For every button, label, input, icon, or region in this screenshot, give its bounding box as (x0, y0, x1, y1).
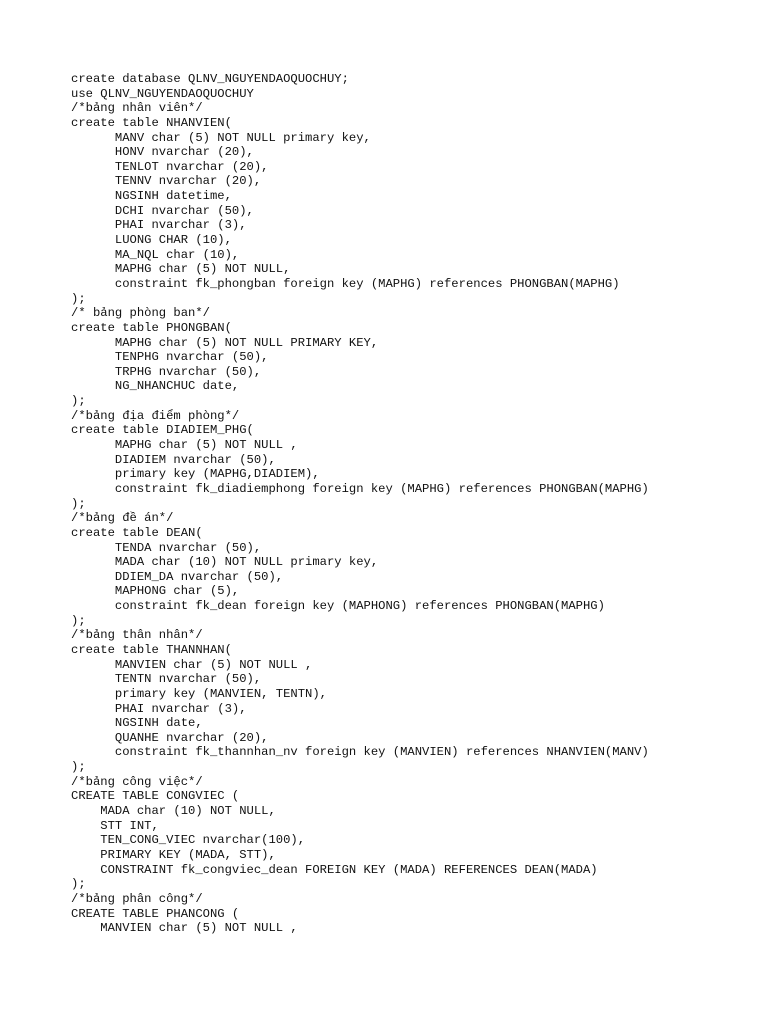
code-line: create table DEAN( (71, 525, 203, 540)
code-line: MADA char (10) NOT NULL, (71, 804, 276, 819)
code-line: QUANHE nvarchar (20), (71, 730, 269, 745)
code-line: ); (71, 291, 86, 306)
code-line: TENLOT nvarchar (20), (71, 159, 269, 174)
code-line: ); (71, 877, 86, 892)
code-line: constraint fk_dean foreign key (MAPHONG) references PHONGBAN(MAPHG) (71, 599, 605, 614)
code-line: TEN_CONG_VIEC nvarchar(100), (71, 833, 306, 848)
code-line: /* bảng phòng ban*/ (71, 306, 210, 321)
code-line: HONV nvarchar (20), (71, 145, 254, 160)
code-line: /*bảng nhân viên*/ (71, 101, 203, 116)
code-line: MAPHG char (5) NOT NULL, (71, 262, 291, 277)
code-line: STT INT, (71, 818, 159, 833)
code-line: ); (71, 496, 86, 511)
code-line: /*bảng phân công*/ (71, 891, 203, 906)
code-line: constraint fk_thannhan_nv foreign key (MANVIEN) references NHANVIEN(MANV) (71, 745, 649, 760)
code-line: create database QLNV_NGUYENDAOQUOCHUY; (71, 72, 349, 86)
code-line: CREATE TABLE PHANCONG ( (71, 906, 240, 921)
code-line: ); (71, 760, 86, 775)
code-line: constraint fk_phongban foreign key (MAPHG) references PHONGBAN(MAPHG) (71, 276, 620, 291)
code-line: TENTN nvarchar (50), (71, 672, 262, 687)
code-line: TENDA nvarchar (50), (71, 540, 262, 555)
code-line: primary key (MAPHG,DIADIEM), (71, 467, 320, 482)
code-line: primary key (MANVIEN, TENTN), (71, 686, 327, 701)
code-line: DCHI nvarchar (50), (71, 203, 254, 218)
code-line: /*bảng đề án*/ (71, 511, 174, 526)
code-line: TRPHG nvarchar (50), (71, 364, 262, 379)
code-line: CONSTRAINT fk_congviec_dean FOREIGN KEY (MADA) REFERENCES DEAN(MADA) (71, 862, 598, 877)
sql-code-block (71, 72, 649, 936)
code-line: /*bảng địa điểm phòng*/ (71, 408, 240, 423)
code-line: create table THANNHAN( (71, 642, 232, 657)
code-line: TENNV nvarchar (20), (71, 174, 262, 189)
code-line: PHAI nvarchar (3), (71, 218, 247, 233)
code-line: LUONG CHAR (10), (71, 233, 232, 248)
code-line: /*bảng công việc*/ (71, 774, 203, 789)
code-line: NGSINH datetime, (71, 189, 232, 204)
code-line: MAPHONG char (5), (71, 584, 240, 599)
code-line: TENPHG nvarchar (50), (71, 350, 269, 365)
code-line: MANV char (5) NOT NULL primary key, (71, 130, 371, 145)
code-line: CREATE TABLE CONGVIEC ( (71, 789, 240, 804)
code-line: DDIEM_DA nvarchar (50), (71, 569, 284, 584)
code-line: use QLNV_NGUYENDAOQUOCHUY (71, 86, 254, 101)
code-line: MADA char (10) NOT NULL primary key, (71, 555, 379, 570)
code-line: ); (71, 613, 86, 628)
code-line: create table NHANVIEN( (71, 115, 232, 130)
code-line: ); (71, 394, 86, 409)
code-line: DIADIEM nvarchar (50), (71, 452, 276, 467)
code-line: create table PHONGBAN( (71, 320, 232, 335)
code-line: NG_NHANCHUC date, (71, 379, 240, 394)
code-line: NGSINH date, (71, 716, 203, 731)
code-line: MANVIEN char (5) NOT NULL , (71, 921, 298, 936)
code-line: /*bảng thân nhân*/ (71, 628, 203, 643)
code-line: MAPHG char (5) NOT NULL , (71, 438, 298, 453)
code-line: MA_NQL char (10), (71, 247, 240, 262)
code-line: MAPHG char (5) NOT NULL PRIMARY KEY, (71, 335, 379, 350)
code-line: PHAI nvarchar (3), (71, 701, 247, 716)
code-line: PRIMARY KEY (MADA, STT), (71, 847, 276, 862)
code-line: constraint fk_diadiemphong foreign key (MAPHG) references PHONGBAN(MAPHG) (71, 481, 649, 496)
code-line: MANVIEN char (5) NOT NULL , (71, 657, 313, 672)
code-line: create table DIADIEM_PHG( (71, 423, 254, 438)
